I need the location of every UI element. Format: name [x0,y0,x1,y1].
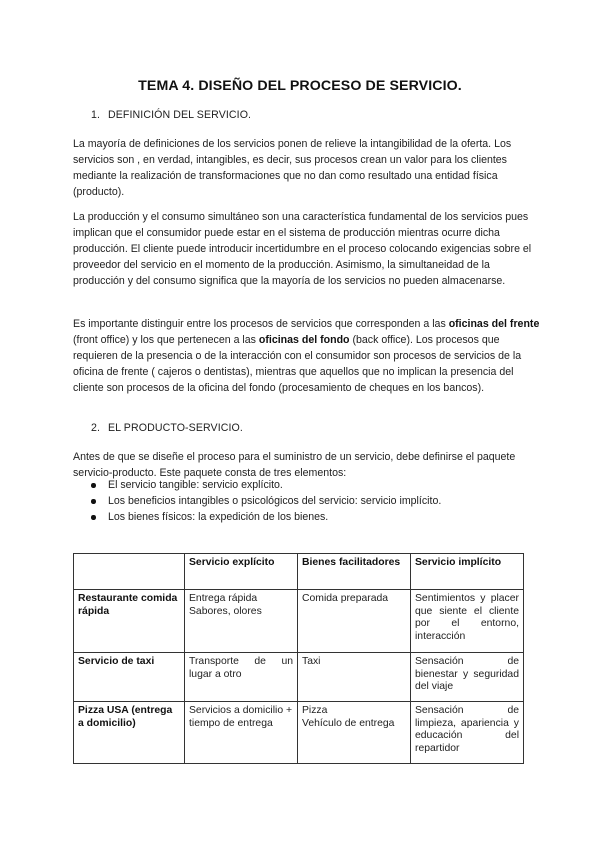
bullet-icon [91,499,96,504]
bullet-text: Los bienes físicos: la expedición de los bienes. [108,511,329,523]
text-run: (back office). Los procesos que requieren de la presencia o de la interacción con el consumidor son procesos de servicios de la oficina de frente ( cajeros o dentistas), mientras que aquellos que no implican la presencia del cliente son procesos de la oficina del fondo (procesamiento de cheques en los bancos). [73,333,522,394]
text-run: Es importante distinguir entre los procesos de servicios que corresponden a las [73,318,449,330]
bullet-text: Los beneficios intangibles o psicológicos del servicio: servicio implícito. [108,495,442,507]
table-header-implicit: Servicio implícito [411,554,524,590]
table-row [74,653,524,702]
section-1-number: 1. [91,109,101,121]
bold-term-front-office: oficinas del frente [448,318,540,330]
bullet-text: El servicio tangible: servicio explícito. [108,479,283,491]
cell-line: Comida preparada [302,593,389,604]
bullet-icon [91,483,96,488]
section-1-title: DEFINICIÓN DEL SERVICIO. [108,109,252,121]
table-header-goods: Bienes facilitadores [298,554,411,590]
text-run: (front office) y los que pertenecen a las [73,333,259,346]
bullet-item [90,477,441,493]
bullet-icon [91,515,96,520]
section-2-heading [91,422,243,434]
document-title: TEMA 4. DISEÑO DEL PROCESO DE SERVICIO. [138,78,462,94]
table-header-explicit: Servicio explícito [185,554,298,590]
table-header-row [74,554,524,590]
cell-line: Servicios a domicilio + tiempo de entrega [189,705,293,729]
cell-line: Taxi [302,656,321,667]
section-2-number: 2. [91,422,101,434]
cell-line: Pizza [302,705,328,716]
section-1-heading [91,109,251,121]
row-label: Pizza USA (entrega a domicilio) [74,702,185,764]
cell-line: Sabores, olores [189,605,262,617]
section-2-title: EL PRODUCTO-SERVICIO. [108,422,243,434]
cell-implicit: Sensación de limpieza, apariencia y educación del repartidor [411,702,524,764]
cell-explicit [185,702,298,764]
cell-goods [298,702,411,764]
bullet-item [90,493,441,509]
cell-line: Vehículo de entrega [302,717,395,729]
bullet-item [90,509,441,525]
table-header-empty [74,554,185,590]
cell-line: Entrega rápida [189,593,258,604]
cell-goods [298,653,411,702]
table-row [74,702,524,764]
row-label: Restaurante comida rápida [74,590,185,653]
cell-explicit [185,653,298,702]
cell-goods [298,590,411,653]
bold-term-back-office: oficinas del fondo [258,333,350,346]
cell-line: Transporte de un lugar a otro [189,656,293,680]
row-label: Servicio de taxi [74,653,185,702]
service-package-table [73,553,524,764]
cell-implicit: Sensación de bienestar y seguridad del viaje [411,653,524,702]
table-row [74,590,524,653]
paragraph-product-service-intro: Antes de que se diseñe el proceso para el suministro de un servicio, debe definirse el paquete servicio-producto. Este paquete consta de tres elementos: [73,451,516,479]
cell-implicit: Sentimientos y placer que siente el cliente por el entorno, interacción [411,590,524,653]
paragraph-simultaneity: La producción y el consumo simultáneo son una característica fundamental de los servicios pues implican que el consumidor puede estar en el sistema de producción mientras ocurre dicha producción. El cliente puede introducir incertidumbre en el proceso colocando exigencias sobre el proveedor del servicio en el momento de la producción. Asimismo, la simultaneidad de la producción y del consumo significa que la mayoría de los servicios no pueden almacenarse. [73,211,532,287]
elements-bullet-list [90,477,441,525]
paragraph-front-back-office [73,317,543,397]
cell-explicit [185,590,298,653]
paragraph-definition: La mayoría de definiciones de los servicios ponen de relieve la intangibilidad de la oferta. Los servicios son , en verdad, intangibles, es decir, sus procesos crean un valor para los clientes mediante la realización de transformaciones que no dan como resultado una entidad física (producto). [73,138,512,198]
